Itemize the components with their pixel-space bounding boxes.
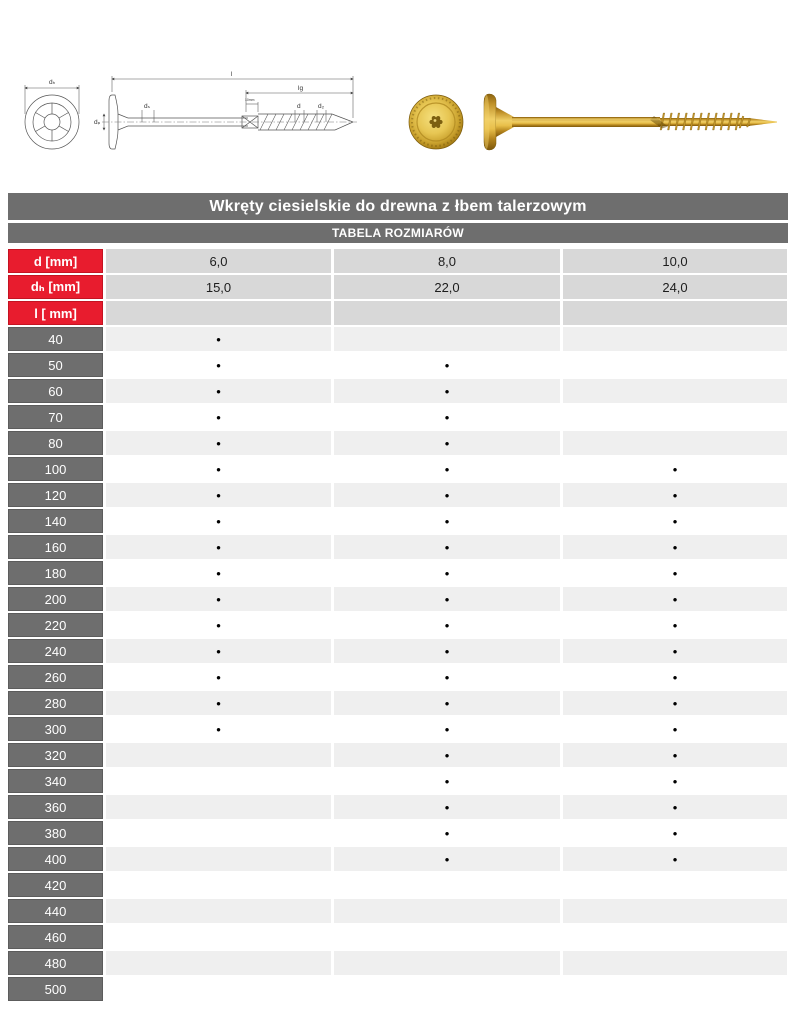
availability-cell <box>106 743 331 767</box>
availability-cell <box>106 925 331 949</box>
size-row <box>8 639 788 663</box>
availability-cell <box>334 431 560 455</box>
head-top-view <box>25 95 79 149</box>
availability-cell <box>563 353 787 377</box>
availability-dot: • <box>444 409 450 425</box>
availability-cell <box>334 483 560 507</box>
screw-head-photo <box>409 95 463 149</box>
size-row-label: 320 <box>8 743 103 767</box>
size-row <box>8 951 788 975</box>
availability-cell <box>106 509 331 533</box>
size-row-label: 280 <box>8 691 103 715</box>
availability-dot: • <box>216 539 221 555</box>
availability-dot: • <box>672 669 678 685</box>
availability-dot: • <box>444 539 450 555</box>
availability-cell <box>106 717 331 741</box>
size-rows-container <box>8 327 788 1001</box>
availability-dot: • <box>672 461 678 477</box>
availability-cell <box>334 665 560 689</box>
availability-cell <box>334 873 560 897</box>
availability-dot: • <box>672 617 678 633</box>
availability-dot: • <box>216 565 221 581</box>
availability-cell <box>106 769 331 793</box>
size-row <box>8 561 788 585</box>
availability-dot: • <box>444 461 450 477</box>
spec-row-label: dₕ [mm] <box>8 275 103 299</box>
size-row-label: 60 <box>8 379 103 403</box>
size-row-label: 200 <box>8 587 103 611</box>
availability-cell <box>563 431 787 455</box>
availability-dot: • <box>444 357 450 373</box>
size-row <box>8 665 788 689</box>
availability-dot: • <box>216 435 221 451</box>
availability-cell <box>563 899 787 923</box>
size-row-label: 480 <box>8 951 103 975</box>
size-row-label: 220 <box>8 613 103 637</box>
availability-cell <box>563 873 787 897</box>
availability-dot: • <box>444 747 450 763</box>
availability-cell <box>106 353 331 377</box>
size-row-label: 380 <box>8 821 103 845</box>
size-row <box>8 353 788 377</box>
size-row <box>8 457 788 481</box>
size-row-label: 70 <box>8 405 103 429</box>
size-row <box>8 327 788 351</box>
label-10mm: 10mm <box>245 98 255 102</box>
availability-cell <box>334 691 560 715</box>
availability-dot: • <box>672 851 678 867</box>
availability-cell <box>106 483 331 507</box>
availability-cell <box>563 691 787 715</box>
availability-cell <box>563 951 787 975</box>
size-row-label: 180 <box>8 561 103 585</box>
label-d2: d₂ <box>318 103 325 110</box>
availability-cell <box>334 457 560 481</box>
availability-dot: • <box>672 487 678 503</box>
label-lg: lg <box>298 85 304 92</box>
size-row-label: 420 <box>8 873 103 897</box>
spec-value-cell <box>563 301 787 325</box>
availability-cell <box>563 379 787 403</box>
size-row-label: 400 <box>8 847 103 871</box>
spec-value-cell: 10,0 <box>563 249 787 273</box>
availability-dot: • <box>444 721 450 737</box>
availability-cell <box>334 795 560 819</box>
availability-dot: • <box>444 773 450 789</box>
availability-cell <box>563 405 787 429</box>
availability-cell <box>106 847 331 871</box>
screw-photo <box>402 78 794 166</box>
availability-cell <box>563 925 787 949</box>
spec-value-cell <box>106 301 331 325</box>
availability-dot: • <box>444 565 450 581</box>
availability-dot: • <box>672 513 678 529</box>
availability-cell <box>106 977 331 1001</box>
size-row-label: 360 <box>8 795 103 819</box>
availability-cell <box>563 977 787 1001</box>
availability-dot: • <box>216 461 221 477</box>
availability-dot: • <box>444 435 450 451</box>
availability-cell <box>334 405 560 429</box>
screw-technical-drawing-icon <box>14 64 360 158</box>
availability-cell <box>563 613 787 637</box>
availability-dot: • <box>672 773 678 789</box>
size-row <box>8 379 788 403</box>
spec-row <box>8 275 788 299</box>
availability-dot: • <box>216 383 221 399</box>
availability-cell <box>563 769 787 793</box>
availability-cell <box>106 665 331 689</box>
availability-dot: • <box>672 643 678 659</box>
size-row <box>8 405 788 429</box>
size-row-label: 240 <box>8 639 103 663</box>
spec-row <box>8 301 788 325</box>
availability-cell <box>334 717 560 741</box>
size-row <box>8 509 788 533</box>
size-row-label: 440 <box>8 899 103 923</box>
availability-cell <box>563 327 787 351</box>
size-row <box>8 483 788 507</box>
availability-cell <box>563 795 787 819</box>
availability-dot: • <box>216 487 221 503</box>
availability-cell <box>106 899 331 923</box>
availability-cell <box>106 457 331 481</box>
availability-cell <box>334 613 560 637</box>
availability-cell <box>334 639 560 663</box>
table-title: Wkręty ciesielskie do drewna z łbem talerzowym <box>8 193 788 220</box>
size-table <box>8 193 788 1003</box>
size-row <box>8 613 788 637</box>
size-row <box>8 821 788 845</box>
availability-cell <box>563 847 787 871</box>
availability-dot: • <box>216 357 221 373</box>
availability-cell <box>106 795 331 819</box>
availability-dot: • <box>672 721 678 737</box>
availability-cell <box>563 535 787 559</box>
availability-cell <box>106 821 331 845</box>
availability-dot: • <box>444 799 450 815</box>
size-row-label: 40 <box>8 327 103 351</box>
availability-cell <box>563 587 787 611</box>
availability-dot: • <box>444 383 450 399</box>
availability-dot: • <box>444 513 450 529</box>
availability-dot: • <box>444 695 450 711</box>
availability-dot: • <box>444 669 450 685</box>
size-row-label: 80 <box>8 431 103 455</box>
spec-value-cell: 24,0 <box>563 275 787 299</box>
spec-row-label: l [ mm] <box>8 301 103 325</box>
availability-dot: • <box>216 591 221 607</box>
screw-side-photo <box>484 94 778 150</box>
availability-cell <box>563 821 787 845</box>
size-row <box>8 899 788 923</box>
availability-dot: • <box>216 643 221 659</box>
size-row-label: 120 <box>8 483 103 507</box>
availability-dot: • <box>444 851 450 867</box>
availability-dot: • <box>216 513 221 529</box>
availability-cell <box>106 561 331 585</box>
availability-dot: • <box>672 539 678 555</box>
availability-cell <box>563 717 787 741</box>
size-row-label: 100 <box>8 457 103 481</box>
availability-cell <box>334 561 560 585</box>
availability-dot: • <box>672 591 678 607</box>
size-row <box>8 769 788 793</box>
size-row-label: 260 <box>8 665 103 689</box>
availability-cell <box>563 561 787 585</box>
availability-cell <box>334 925 560 949</box>
availability-cell <box>334 509 560 533</box>
size-row-label: 160 <box>8 535 103 559</box>
availability-dot: • <box>216 617 221 633</box>
availability-cell <box>334 327 560 351</box>
availability-cell <box>334 743 560 767</box>
availability-cell <box>334 821 560 845</box>
availability-cell <box>334 899 560 923</box>
size-row-label: 300 <box>8 717 103 741</box>
availability-cell <box>106 639 331 663</box>
availability-cell <box>334 847 560 871</box>
spec-value-cell: 22,0 <box>334 275 560 299</box>
size-row <box>8 977 788 1001</box>
size-row <box>8 925 788 949</box>
availability-dot: • <box>216 409 221 425</box>
availability-dot: • <box>672 799 678 815</box>
size-row <box>8 717 788 741</box>
availability-cell <box>563 483 787 507</box>
spec-value-cell <box>334 301 560 325</box>
spec-value-cell: 8,0 <box>334 249 560 273</box>
availability-cell <box>106 951 331 975</box>
spec-row <box>8 249 788 273</box>
availability-cell <box>106 873 331 897</box>
size-row <box>8 587 788 611</box>
availability-cell <box>106 613 331 637</box>
availability-cell <box>334 977 560 1001</box>
label-dh: dₕ <box>49 79 56 86</box>
availability-cell <box>106 405 331 429</box>
spec-value-cell: 15,0 <box>106 275 331 299</box>
size-row <box>8 743 788 767</box>
spec-rows-container <box>8 249 788 325</box>
size-row <box>8 847 788 871</box>
availability-cell <box>106 379 331 403</box>
availability-cell <box>106 587 331 611</box>
availability-cell <box>106 691 331 715</box>
label-ds: dₛ <box>144 103 151 110</box>
availability-cell <box>334 535 560 559</box>
size-row-label: 140 <box>8 509 103 533</box>
availability-dot: • <box>672 747 678 763</box>
availability-dot: • <box>216 669 221 685</box>
availability-cell <box>563 639 787 663</box>
availability-cell <box>334 951 560 975</box>
availability-dot: • <box>672 565 678 581</box>
availability-cell <box>334 769 560 793</box>
size-row <box>8 795 788 819</box>
availability-dot: • <box>444 825 450 841</box>
spec-row-label: d [mm] <box>8 249 103 273</box>
size-row-label: 500 <box>8 977 103 1001</box>
availability-dot: • <box>444 617 450 633</box>
size-row-label: 340 <box>8 769 103 793</box>
availability-dot: • <box>672 695 678 711</box>
availability-dot: • <box>216 695 221 711</box>
spec-value-cell: 6,0 <box>106 249 331 273</box>
label-l: l <box>231 71 233 78</box>
availability-cell <box>563 743 787 767</box>
size-row <box>8 535 788 559</box>
size-row-label: 460 <box>8 925 103 949</box>
availability-cell <box>106 431 331 455</box>
availability-dot: • <box>444 643 450 659</box>
size-row <box>8 431 788 455</box>
availability-dot: • <box>444 487 450 503</box>
availability-cell <box>334 353 560 377</box>
availability-dot: • <box>444 591 450 607</box>
availability-dot: • <box>216 331 221 347</box>
availability-cell <box>106 535 331 559</box>
size-row <box>8 691 788 715</box>
availability-cell <box>563 457 787 481</box>
availability-cell <box>106 327 331 351</box>
availability-cell <box>563 509 787 533</box>
label-d: d <box>297 103 301 110</box>
table-subtitle: TABELA ROZMIARÓW <box>8 223 788 243</box>
label-dp: dₚ <box>94 119 101 126</box>
availability-dot: • <box>216 721 221 737</box>
availability-dot: • <box>672 825 678 841</box>
size-row-label: 50 <box>8 353 103 377</box>
availability-cell <box>334 587 560 611</box>
size-row <box>8 873 788 897</box>
availability-cell <box>334 379 560 403</box>
availability-cell <box>563 665 787 689</box>
